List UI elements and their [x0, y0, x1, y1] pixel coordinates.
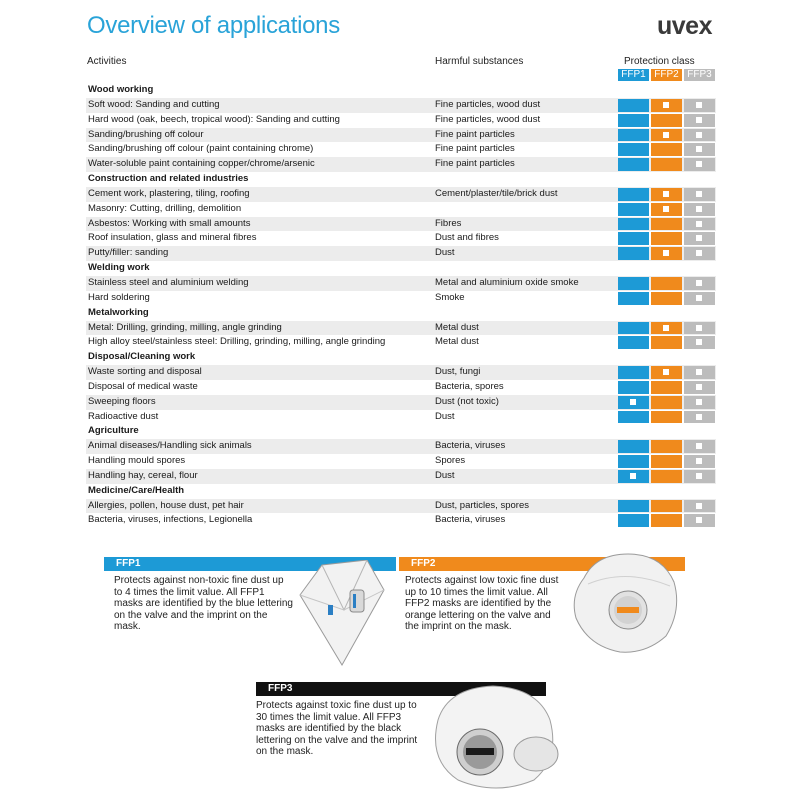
table-row	[86, 276, 716, 291]
category-label: Welding work	[88, 262, 150, 274]
ffp1-indicator	[618, 158, 649, 171]
protection-class-cells	[618, 336, 715, 349]
harmful-substance-cell: Bacteria, viruses	[435, 514, 506, 526]
table-row	[86, 454, 716, 469]
ffp1-indicator	[618, 514, 649, 527]
ffp3-indicator	[684, 500, 715, 513]
ffp1-indicator	[618, 188, 649, 201]
table-row	[86, 202, 716, 217]
table-row	[86, 439, 716, 454]
ffp3-mask-image	[418, 680, 568, 795]
ffp3-info-label: FFP3	[256, 682, 546, 696]
column-header-activities: Activities	[87, 56, 127, 67]
ffp3-indicator	[684, 188, 715, 201]
harmful-substance-cell: Cement/plaster/tile/brick dust	[435, 187, 558, 199]
ffp2-indicator	[651, 292, 682, 305]
column-header-protection-class: Protection class	[624, 56, 695, 67]
activity-cell: Putty/filler: sanding	[88, 247, 169, 259]
table-row	[86, 187, 716, 202]
ffp3-indicator	[684, 514, 715, 527]
protection-class-cells	[618, 247, 715, 260]
ffp3-indicator	[684, 366, 715, 379]
activity-cell: Handling hay, cereal, flour	[88, 469, 198, 481]
ffp1-indicator	[618, 218, 649, 231]
ffp1-indicator	[618, 336, 649, 349]
protection-class-cells	[618, 322, 715, 335]
ffp1-indicator	[618, 232, 649, 245]
ffp1-indicator	[618, 470, 649, 483]
activity-cell: Sanding/brushing off colour	[88, 128, 204, 140]
ffp2-indicator	[651, 396, 682, 409]
ffp2-indicator	[651, 99, 682, 112]
harmful-substance-cell: Dust and fibres	[435, 232, 499, 244]
protection-class-cells	[618, 232, 715, 245]
category-label: Agriculture	[88, 425, 139, 437]
ffp3-indicator	[684, 129, 715, 142]
table-row	[86, 499, 716, 514]
ffp1-indicator	[618, 396, 649, 409]
category-row	[86, 306, 716, 321]
protection-class-cells	[618, 440, 715, 453]
ffp2-indicator	[651, 277, 682, 290]
activity-cell: Hard soldering	[88, 291, 150, 303]
ffp3-indicator	[684, 158, 715, 171]
ffp2-indicator	[651, 366, 682, 379]
ffp1-indicator	[618, 411, 649, 424]
ffp2-indicator	[651, 322, 682, 335]
ffp3-indicator	[684, 143, 715, 156]
table-row	[86, 246, 716, 261]
ffp2-indicator	[651, 158, 682, 171]
ffp2-indicator	[651, 232, 682, 245]
category-row	[86, 83, 716, 98]
ffp2-indicator	[651, 470, 682, 483]
harmful-substance-cell: Dust, particles, spores	[435, 499, 529, 511]
ffp1-indicator	[618, 455, 649, 468]
category-row	[86, 484, 716, 499]
ffp3-indicator	[684, 470, 715, 483]
ffp2-indicator	[651, 514, 682, 527]
ffp3-indicator	[684, 455, 715, 468]
protection-class-cells	[618, 99, 715, 112]
harmful-substance-cell: Smoke	[435, 291, 465, 303]
ffp2-indicator	[651, 114, 682, 127]
table-row	[86, 291, 716, 306]
ffp2-indicator	[651, 411, 682, 424]
category-label: Wood working	[88, 84, 154, 95]
table-row	[86, 142, 716, 157]
ffp3-indicator	[684, 218, 715, 231]
protection-class-cells	[618, 203, 715, 216]
harmful-substance-cell: Fine paint particles	[435, 128, 515, 140]
ffp1-mask-image	[292, 560, 392, 670]
category-row	[86, 261, 716, 276]
ffp3-indicator	[684, 411, 715, 424]
harmful-substance-cell: Spores	[435, 455, 466, 467]
activity-cell: High alloy steel/stainless steel: Drilling, grinding, milling, angle grinding	[88, 336, 386, 348]
activity-cell: Allergies, pollen, house dust, pet hair	[88, 499, 244, 511]
activity-cell: Metal: Drilling, grinding, milling, angle grinding	[88, 321, 282, 333]
harmful-substance-cell: Fine paint particles	[435, 158, 515, 170]
protection-class-cells	[618, 366, 715, 379]
ffp2-indicator	[651, 218, 682, 231]
harmful-substance-cell: Dust, fungi	[435, 366, 481, 378]
ffp3-indicator	[684, 322, 715, 335]
activity-cell: Cement work, plastering, tiling, roofing	[88, 187, 250, 199]
ffp2-indicator	[651, 247, 682, 260]
ffp3-indicator	[684, 114, 715, 127]
activity-cell: Masonry: Cutting, drilling, demolition	[88, 202, 242, 214]
ffp2-indicator	[651, 129, 682, 142]
ffp2-indicator	[651, 455, 682, 468]
harmful-substance-cell: Dust	[435, 247, 455, 259]
activity-cell: Radioactive dust	[88, 410, 159, 422]
activity-cell: Water-soluble paint containing copper/chrome/arsenic	[88, 158, 315, 170]
harmful-substance-cell: Dust (not toxic)	[435, 395, 499, 407]
harmful-substance-cell: Fibres	[435, 217, 462, 229]
table-row	[86, 113, 716, 128]
ffp3-indicator	[684, 381, 715, 394]
activity-cell: Sanding/brushing off colour (paint containing chrome)	[88, 143, 314, 155]
protection-class-cells	[618, 455, 715, 468]
protection-class-cells	[618, 218, 715, 231]
protection-class-cells	[618, 114, 715, 127]
ffp2-mask-image	[566, 548, 686, 658]
ffp1-info-text: Protects against non-toxic fine dust up to 4 times the limit value. All FFP1 masks are identified by the blue lettering on the valve and the imprint on the mask.	[114, 575, 293, 633]
ffp1-indicator	[618, 143, 649, 156]
ffp1-info-label: FFP1	[104, 557, 396, 571]
ffp1-indicator	[618, 129, 649, 142]
ffp3-indicator	[684, 440, 715, 453]
harmful-substance-cell: Fine particles, wood dust	[435, 113, 541, 125]
activity-cell: Soft wood: Sanding and cutting	[88, 98, 220, 110]
protection-class-cells	[618, 129, 715, 142]
category-label: Metalworking	[88, 306, 149, 318]
ffp3-indicator	[684, 203, 715, 216]
table-row	[86, 513, 716, 528]
ffp2-class-header: FFP2	[651, 69, 682, 81]
protection-class-cells	[618, 143, 715, 156]
column-header-harmful-substances: Harmful substances	[435, 56, 524, 67]
ffp3-indicator	[684, 232, 715, 245]
harmful-substance-cell: Dust	[435, 469, 455, 481]
ffp1-indicator	[618, 500, 649, 513]
activity-cell: Handling mould spores	[88, 455, 186, 467]
ffp2-indicator	[651, 500, 682, 513]
table-row	[86, 321, 716, 336]
activity-cell: Bacteria, viruses, infections, Legionella	[88, 514, 253, 526]
ffp3-indicator	[684, 277, 715, 290]
activity-cell: Asbestos: Working with small amounts	[88, 217, 251, 229]
table-row	[86, 395, 716, 410]
ffp3-indicator	[684, 396, 715, 409]
harmful-substance-cell: Bacteria, spores	[435, 380, 504, 392]
harmful-substance-cell: Metal and aluminium oxide smoke	[435, 276, 579, 288]
activity-cell: Disposal of medical waste	[88, 380, 198, 392]
table-row	[86, 128, 716, 143]
ffp2-info-label: FFP2	[399, 557, 685, 571]
table-row	[86, 365, 716, 380]
ffp3-class-header: FFP3	[684, 69, 715, 81]
table-row	[86, 380, 716, 395]
activity-cell: Roof insulation, glass and mineral fibres	[88, 232, 257, 244]
table-row	[86, 217, 716, 232]
ffp2-indicator	[651, 203, 682, 216]
ffp1-indicator	[618, 99, 649, 112]
ffp1-indicator	[618, 366, 649, 379]
table-row	[86, 231, 716, 246]
category-label: Construction and related industries	[88, 173, 249, 185]
ffp3-info-text: Protects against toxic fine dust up to 30 times the limit value. All FFP3 masks are identified by the black lettering on the valve and the imprint on the mask.	[256, 700, 418, 758]
protection-class-cells	[618, 188, 715, 201]
ffp1-indicator	[618, 114, 649, 127]
protection-class-cells	[618, 470, 715, 483]
ffp2-indicator	[651, 381, 682, 394]
ffp3-indicator	[684, 99, 715, 112]
harmful-substance-cell: Metal dust	[435, 321, 479, 333]
protection-class-cells	[618, 158, 715, 171]
harmful-substance-cell: Fine paint particles	[435, 143, 515, 155]
ffp2-indicator	[651, 336, 682, 349]
protection-class-cells	[618, 277, 715, 290]
activity-cell: Waste sorting and disposal	[88, 366, 202, 378]
harmful-substance-cell: Bacteria, viruses	[435, 440, 506, 452]
protection-class-cells	[618, 514, 715, 527]
protection-class-cells	[618, 500, 715, 513]
ffp1-indicator	[618, 440, 649, 453]
ffp1-indicator	[618, 322, 649, 335]
category-row	[86, 350, 716, 365]
ffp3-indicator	[684, 292, 715, 305]
ffp1-class-header: FFP1	[618, 69, 649, 81]
ffp2-indicator	[651, 188, 682, 201]
table-row	[86, 157, 716, 172]
harmful-substance-cell: Fine particles, wood dust	[435, 98, 541, 110]
activity-cell: Sweeping floors	[88, 395, 156, 407]
ffp1-indicator	[618, 292, 649, 305]
table-row	[86, 410, 716, 425]
page-title: Overview of applications	[87, 12, 340, 39]
activity-cell: Stainless steel and aluminium welding	[88, 276, 249, 288]
protection-class-cells	[618, 411, 715, 424]
protection-class-cells	[618, 381, 715, 394]
ffp1-indicator	[618, 203, 649, 216]
table-row	[86, 98, 716, 113]
protection-class-cells	[618, 396, 715, 409]
ffp1-indicator	[618, 277, 649, 290]
ffp1-indicator	[618, 247, 649, 260]
table-row	[86, 469, 716, 484]
category-row	[86, 424, 716, 439]
category-label: Disposal/Cleaning work	[88, 351, 196, 363]
ffp2-info-text: Protects against low toxic fine dust up to 10 times the limit value. All FFP2 masks are identified by the orange lettering on the valve and the imprint on the mask.	[405, 575, 559, 633]
ffp2-indicator	[651, 143, 682, 156]
harmful-substance-cell: Metal dust	[435, 336, 479, 348]
protection-class-cells	[618, 292, 715, 305]
table-row	[86, 335, 716, 350]
category-row	[86, 172, 716, 187]
ffp3-indicator	[684, 336, 715, 349]
ffp3-indicator	[684, 247, 715, 260]
activity-cell: Animal diseases/Handling sick animals	[88, 440, 252, 452]
category-label: Medicine/Care/Health	[88, 484, 185, 496]
ffp1-indicator	[618, 381, 649, 394]
activity-cell: Hard wood (oak, beech, tropical wood): Sanding and cutting	[88, 113, 340, 125]
uvex-logo: uvex	[657, 12, 712, 40]
protection-class-legend	[618, 69, 715, 81]
harmful-substance-cell: Dust	[435, 410, 455, 422]
ffp2-indicator	[651, 440, 682, 453]
applications-table	[86, 83, 716, 528]
